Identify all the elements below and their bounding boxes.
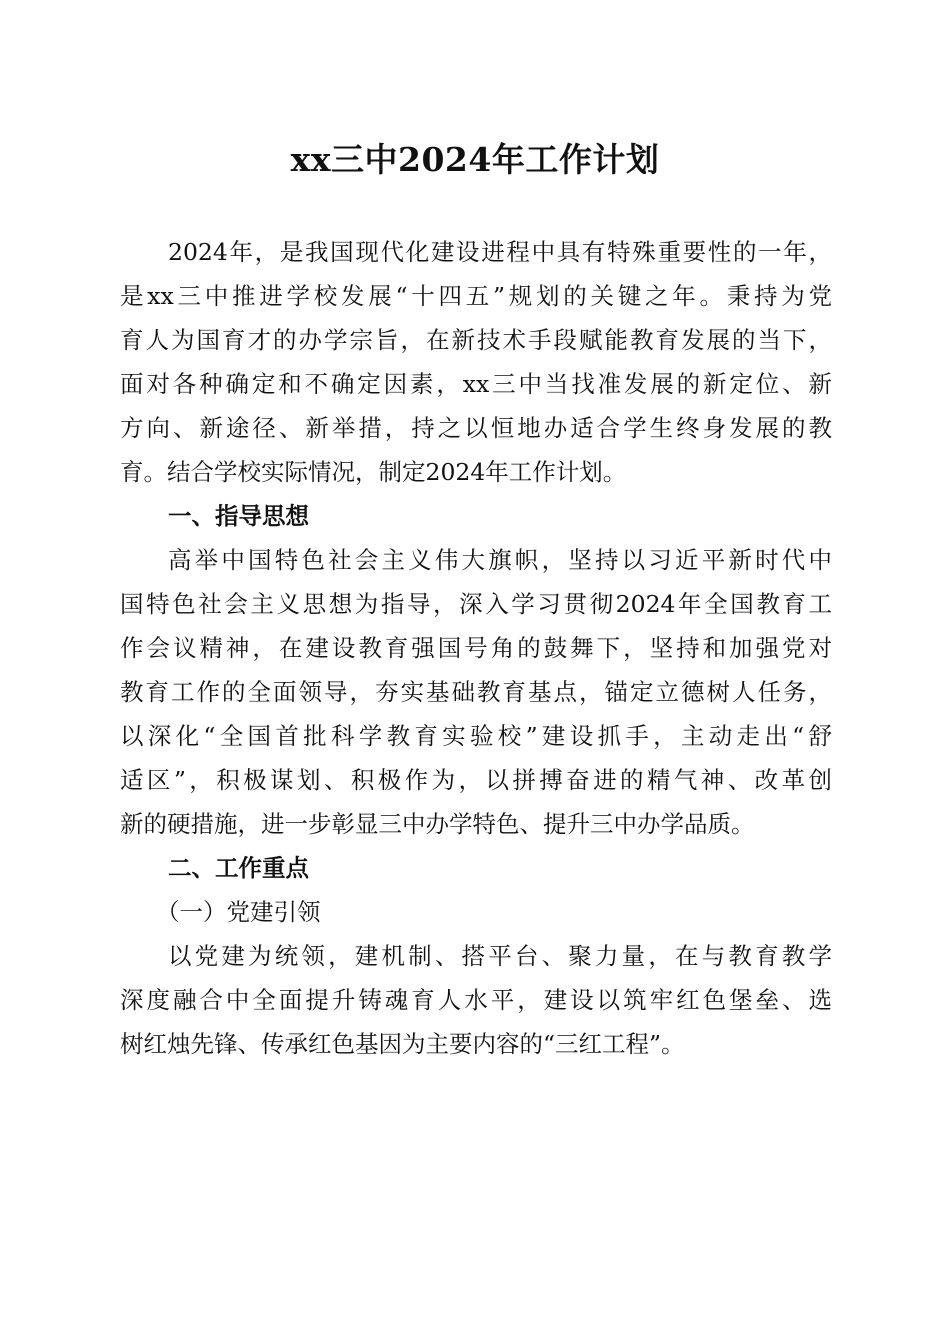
intro-line: 2024年，是我国现代化建设进程中具有特殊重要性的一年， bbox=[168, 238, 832, 266]
section1-line: 作会议精神，在建设教育强国号角的鼓舞下，坚持和加强党对 bbox=[120, 634, 832, 662]
intro-line: 是xx三中推进学校发展“十四五”规划的关键之年。秉持为党 bbox=[120, 282, 832, 310]
document-title: xx三中2024年工作计划 bbox=[290, 140, 660, 179]
section1-line: 国特色社会主义思想为指导，深入学习贯彻2024年全国教育工 bbox=[120, 590, 832, 618]
section1-line: 以深化“全国首批科学教育实验校”建设抓手，主动走出“舒 bbox=[120, 722, 832, 750]
subsection1-line: 深度融合中全面提升铸魂育人水平，建设以筑牢红色堡垒、选 bbox=[120, 986, 832, 1014]
intro-line: 育人为国育才的办学宗旨，在新技术手段赋能教育发展的当下， bbox=[120, 326, 832, 354]
section-heading-work-focus: 二、工作重点 bbox=[168, 854, 309, 882]
subsection1-line: 树红烛先锋、传承红色基因为主要内容的“三红工程”。 bbox=[120, 1030, 685, 1058]
section1-line: 教育工作的全面领导，夯实基础教育基点，锚定立德树人任务， bbox=[120, 678, 832, 706]
intro-line: 面对各种确定和不确定因素，xx三中当找准发展的新定位、新 bbox=[120, 370, 832, 398]
intro-line: 方向、新途径、新举措，持之以恒地办适合学生终身发展的教 bbox=[120, 414, 832, 442]
section1-line: 高举中国特色社会主义伟大旗帜，坚持以习近平新时代中 bbox=[168, 546, 832, 574]
subsection1-line: 以党建为统领，建机制、搭平台、聚力量，在与教育教学 bbox=[168, 942, 832, 970]
document-body bbox=[120, 230, 832, 1066]
subsection-heading-party-building: （一）党建引领 bbox=[156, 898, 321, 926]
section1-line: 新的硬措施，进一步彰显三中办学特色、提升三中办学品质。 bbox=[120, 810, 755, 838]
intro-line: 育。结合学校实际情况，制定2024年工作计划。 bbox=[120, 458, 627, 486]
section1-line: 适区”，积极谋划、积极作为，以拼搏奋进的精气神、改革创 bbox=[120, 766, 832, 794]
section-heading-guiding-thought: 一、指导思想 bbox=[168, 502, 309, 530]
